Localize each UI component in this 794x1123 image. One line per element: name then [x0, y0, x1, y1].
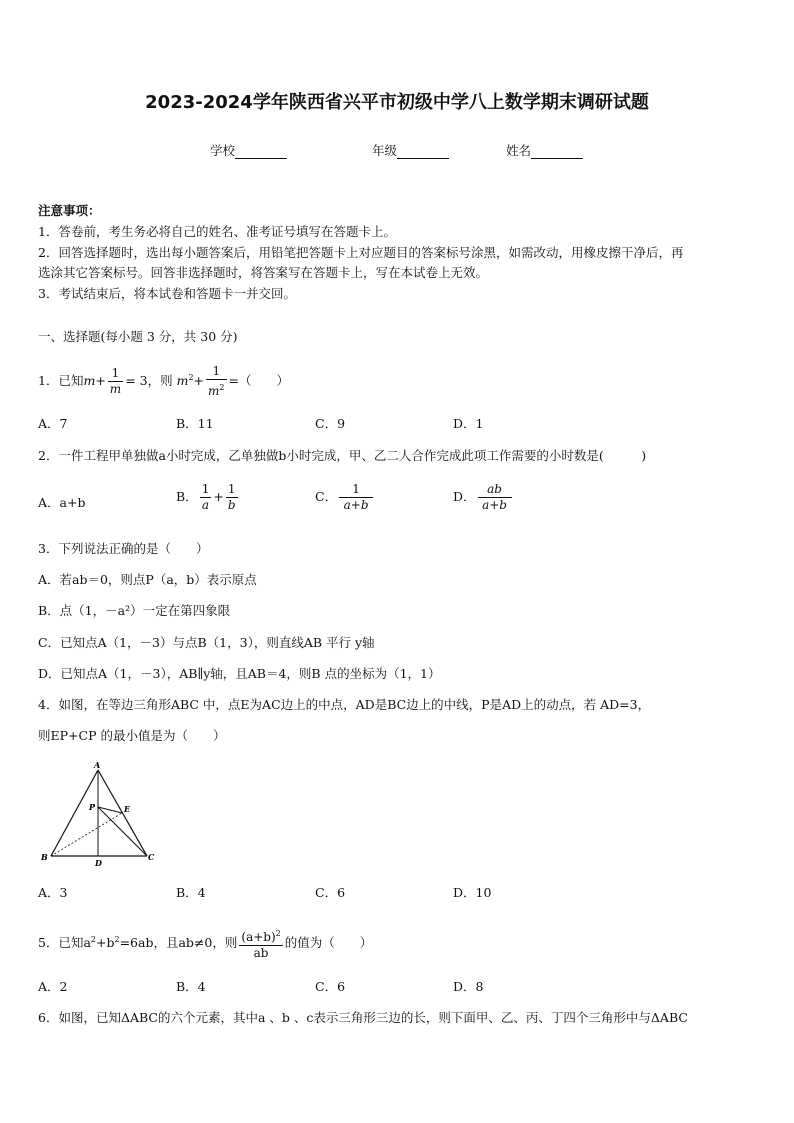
q5-option-a[interactable]: A．2: [38, 979, 68, 994]
name-blank[interactable]: [531, 146, 583, 159]
q4-option-d[interactable]: D．10: [453, 885, 492, 900]
side-ab: [51, 770, 98, 856]
q1-option-c[interactable]: C．9: [315, 416, 346, 431]
notice-item-2-cont: 选涂其它答案标号。回答非选择题时，将答案写在答题卡上，写在本试卷上无效。: [38, 265, 489, 280]
question-4-cont: 则EP+CP 的最小值是为（ ）: [38, 728, 226, 743]
segment-be: [51, 813, 122, 856]
q5-option-b[interactable]: B．4: [176, 979, 206, 994]
q3-option-b[interactable]: B．点（1，－a²）一定在第四象限: [38, 603, 231, 618]
q4-option-b[interactable]: B．4: [176, 885, 206, 900]
question-2: 2．一件工程甲单独做a小时完成，乙单独做b小时完成，甲、乙二人合作完成此项工作需要的小时数是( ): [38, 448, 647, 463]
q3-option-d[interactable]: D．已知点A（1，－3），AB∥y轴，且AB＝4，则B 点的坐标为（1，1）: [38, 666, 441, 681]
q1-option-b[interactable]: B．11: [176, 416, 214, 431]
section-heading: 一、选择题(每小题 3 分，共 30 分): [38, 329, 238, 344]
notice-item-3: 3．考试结束后，将本试卷和答题卡一并交回。: [38, 286, 296, 301]
q2-option-a[interactable]: A．a+b: [38, 495, 86, 510]
page-title: 2023-2024学年陕西省兴平市初级中学八上数学期末调研试题: [145, 92, 649, 113]
question-5: 5．已知$a^2+b^2=6ab$，且ab≠0，则 $\frac{(a+b)^2}{ab}$ 的值为（ ）: [38, 926, 372, 961]
q2-option-c[interactable]: C． $\frac{1}{a+b}$: [315, 482, 375, 513]
side-ac: [98, 770, 147, 856]
question-6: 6．如图，已知ΔABC的六个元素，其中a 、b 、c表示三角形三边的长，则下面甲、乙、丙、丁四个三角形中与ΔABC: [38, 1010, 688, 1025]
label-a: A: [94, 760, 101, 770]
segment-pc: [98, 807, 147, 856]
q4-option-a[interactable]: A．3: [38, 885, 68, 900]
label-c: C: [148, 852, 155, 862]
question-4: 4．如图，在等边三角形ABC 中，点E为AC边上的中点，AD是BC边上的中线，P是AD上的动点，若 AD=3，: [38, 697, 651, 712]
notice-item-1: 1．答卷前，考生务必将自己的姓名、准考证号填写在答题卡上。: [38, 224, 396, 239]
q1-option-a[interactable]: A．7: [38, 416, 68, 431]
triangle-figure: [36, 760, 166, 870]
grade-field: 年级: [372, 141, 449, 159]
q4-option-c[interactable]: C．6: [315, 885, 346, 900]
q1-option-d[interactable]: D．1: [453, 416, 484, 431]
label-d: D: [95, 858, 102, 868]
name-field: 姓名: [506, 141, 583, 159]
school-blank[interactable]: [235, 146, 287, 159]
label-p: P: [89, 802, 96, 812]
q5-option-c[interactable]: C．6: [315, 979, 346, 994]
q2-option-d[interactable]: D． $\frac{ab}{a+b}$: [453, 482, 514, 513]
label-e: E: [124, 804, 131, 814]
question-3: 3．下列说法正确的是（ ）: [38, 541, 209, 556]
notice-item-2: 2．回答选择题时，选出每小题答案后，用铅笔把答题卡上对应题目的答案标号涂黑，如需改动，用橡皮擦干净后，再: [38, 245, 684, 260]
school-field: 学校: [210, 141, 287, 159]
q2-option-b[interactable]: B． $\frac{1}{a}$ + $\frac{1}{b}$: [176, 482, 236, 512]
q5-option-d[interactable]: D．8: [453, 979, 484, 994]
q3-option-a[interactable]: A．若ab＝0，则点P（a，b）表示原点: [38, 572, 257, 587]
q3-option-c[interactable]: C．已知点A（1，－3）与点B（1，3），则直线AB 平行 y轴: [38, 635, 375, 650]
notice-heading: 注意事项：: [38, 203, 101, 218]
question-1: 1．已知m+ $\frac{1}{m}$ = 3，则 $m^2+$ $\frac{1}{m^2}$ =（ ）: [38, 364, 289, 398]
label-b: B: [41, 852, 48, 862]
grade-blank[interactable]: [397, 146, 449, 159]
